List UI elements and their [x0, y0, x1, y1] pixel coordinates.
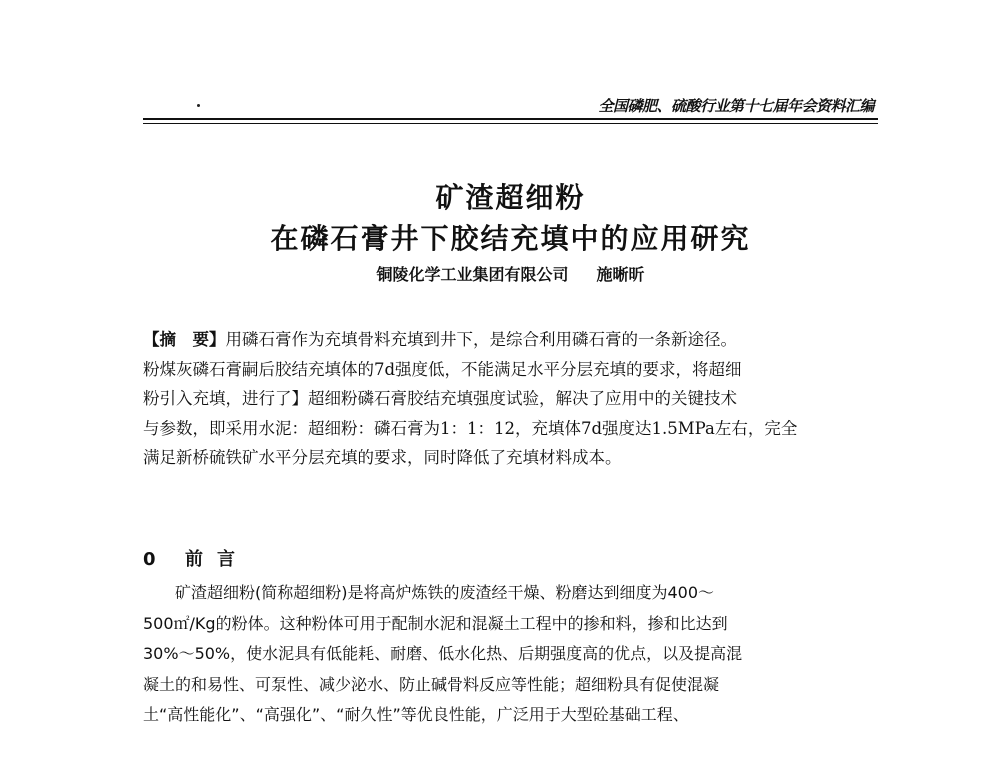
abstract-line: 与参数，即采用水泥：超细粉：磷石膏为1：1：12，充填体7d强度达1.5MPa左右，完全 [143, 418, 798, 438]
header-rule-thick [143, 118, 878, 120]
author-line [143, 262, 878, 285]
abstract-line: 粉引入充填，进行了】超细粉磷石膏胶结充填强度试验，解决了应用中的关键技术 [143, 389, 737, 408]
title-line-2: 在磷石膏井下胶结充填中的应用研究 [270, 222, 751, 255]
section-heading [143, 545, 249, 571]
title-line-1: 矿渣超细粉 [435, 181, 586, 214]
abstract-line: 满足新桥硫铁矿水平分层充填的要求，同时降低了充填材料成本。 [143, 448, 622, 467]
abstract-line: 【摘 要】用磷石膏作为充填骨料充填到井下，是综合利用磷石膏的一条新途径。 [143, 330, 737, 349]
abstract [143, 325, 873, 473]
section-body [143, 578, 873, 731]
stray-dot [197, 104, 200, 107]
body-line: 土“高性能化”、“高强化”、“耐久性”等优良性能，广泛用于大型砼基础工程、 [143, 705, 689, 724]
body-line: 矿渣超细粉(简称超细粉)是将高炉炼铁的废渣经干燥、粉磨达到细度为400～ [175, 583, 715, 602]
body-line: 凝土的和易性、可泵性、减少泌水、防止碱骨料反应等性能；超细粉具有促使混凝 [143, 674, 720, 694]
body-line: 500㎡/Kg的粉体。这种粉体可用于配制水泥和混凝土工程中的掺和料，掺和比达到 [143, 613, 728, 633]
section-title: 前言 [185, 549, 249, 570]
author-name: 施晰昕 [596, 265, 645, 284]
abstract-line: 粉煤灰磷石膏嗣后胶结充填体的7d强度低，不能满足水平分层充填的要求，将超细 [143, 359, 742, 379]
header-rule-thin [143, 123, 878, 124]
abstract-label: 【摘 要】 [143, 330, 226, 349]
affiliation: 铜陵化学工业集团有限公司 [376, 265, 569, 284]
section-number: 0 [143, 549, 156, 570]
body-line: 30%～50%，使水泥具有低能耗、耐磨、低水化热、后期强度高的优点，以及提高混 [143, 644, 743, 663]
running-head: 全国磷肥、硫酸行业第十七届年会资料汇编 [598, 97, 874, 115]
